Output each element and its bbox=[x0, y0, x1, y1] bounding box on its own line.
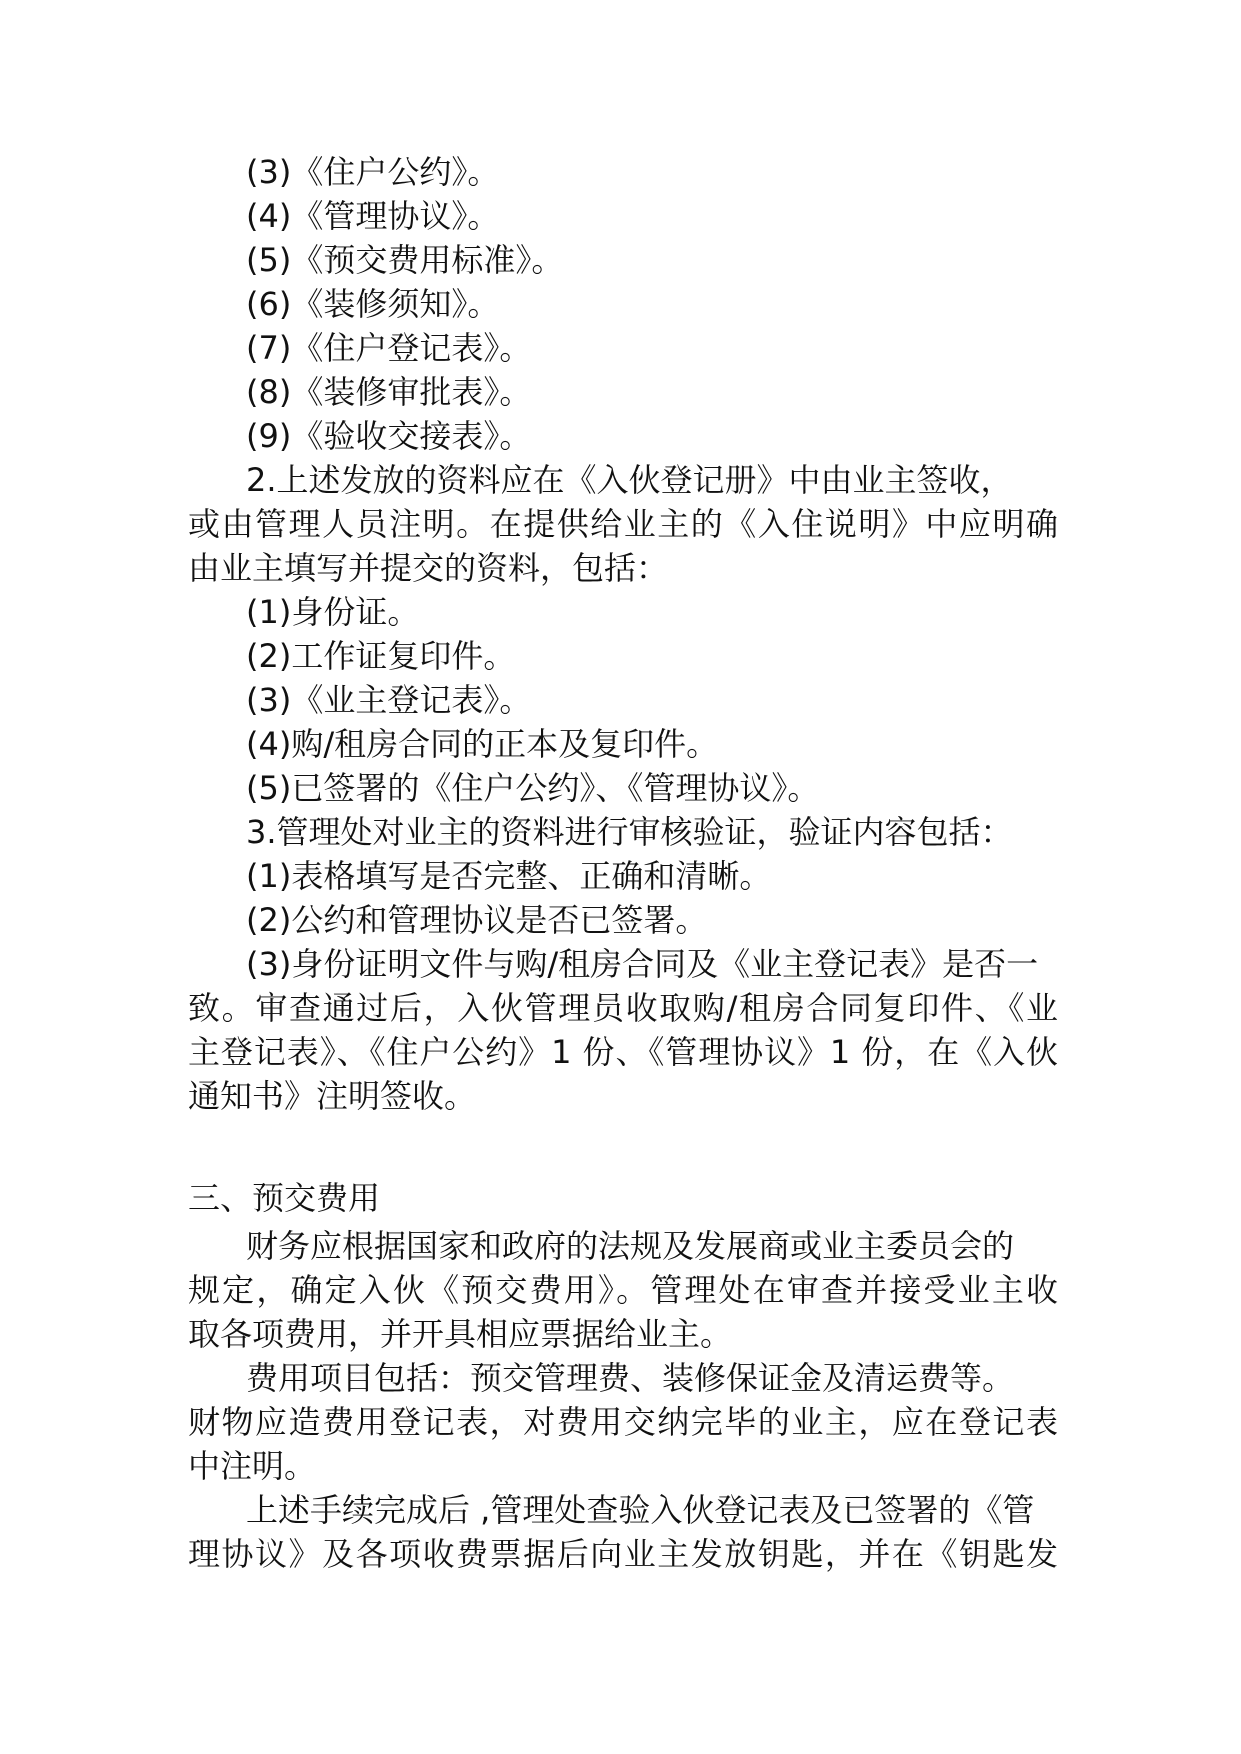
paragraph-line: 中注明。 bbox=[188, 1447, 317, 1485]
list-item: (5)已签署的《住户公约》、《管理协议》。 bbox=[246, 769, 820, 807]
list-item: (4)《管理协议》。 bbox=[246, 197, 500, 235]
list-item: (4)购/租房合同的正本及复印件。 bbox=[246, 725, 719, 763]
list-item: (7)《住户登记表》。 bbox=[246, 329, 532, 367]
list-item: (3)《住户公约》。 bbox=[246, 153, 500, 191]
list-item: (9)《验收交接表》。 bbox=[246, 417, 532, 455]
list-item: (2)工作证复印件。 bbox=[246, 637, 516, 675]
list-item: (3)身份证明文件与购/租房合同及《业主登记表》是否一 bbox=[246, 945, 1039, 983]
paragraph-line: 财物应造费用登记表，对费用交纳完毕的业主，应在登记表 bbox=[188, 1403, 1058, 1441]
paragraph-line: 2.上述发放的资料应在《入伙登记册》中由业主签收， bbox=[246, 461, 1013, 499]
list-item: (3)《业主登记表》。 bbox=[246, 681, 532, 719]
list-item: (6)《装修须知》。 bbox=[246, 285, 500, 323]
paragraph-line: 或由管理人员注明。在提供给业主的《入住说明》中应明确 bbox=[188, 505, 1058, 543]
list-item: (2)公约和管理协议是否已签署。 bbox=[246, 901, 708, 939]
paragraph-line: 财务应根据国家和政府的法规及发展商或业主委员会的 bbox=[246, 1227, 1015, 1265]
paragraph-line: 3.管理处对业主的资料进行审核验证，验证内容包括： bbox=[246, 813, 1013, 851]
paragraph-line: 取各项费用，并开具相应票据给业主。 bbox=[188, 1315, 733, 1353]
list-item: (1)表格填写是否完整、正确和清晰。 bbox=[246, 857, 772, 895]
paragraph-line: 主登记表》、《住户公约》1 份、《管理协议》1 份，在《入伙 bbox=[188, 1033, 1058, 1071]
section-heading: 三、预交费用 bbox=[188, 1179, 381, 1217]
paragraph-line: 致。审查通过后，入伙管理员收取购/租房合同复印件、《业 bbox=[188, 989, 1058, 1027]
paragraph-line: 由业主填写并提交的资料，包括： bbox=[188, 549, 669, 587]
paragraph-line: 理协议》及各项收费票据后向业主发放钥匙，并在《钥匙发 bbox=[188, 1535, 1058, 1573]
paragraph-line: 规定，确定入伙《预交费用》。管理处在审查并接受业主收 bbox=[188, 1271, 1058, 1309]
list-item: (5)《预交费用标准》。 bbox=[246, 241, 564, 279]
paragraph-line: 上述手续完成后 ,管理处查验入伙登记表及已签署的《管 bbox=[246, 1491, 1035, 1529]
list-item: (8)《装修审批表》。 bbox=[246, 373, 532, 411]
list-item: (1)身份证。 bbox=[246, 593, 420, 631]
paragraph-line: 通知书》注明签收。 bbox=[188, 1077, 477, 1115]
document-body bbox=[188, 150, 1058, 1576]
section-gap bbox=[188, 1118, 1058, 1176]
paragraph-line: 费用项目包括：预交管理费、装修保证金及清运费等。 bbox=[246, 1359, 1015, 1397]
